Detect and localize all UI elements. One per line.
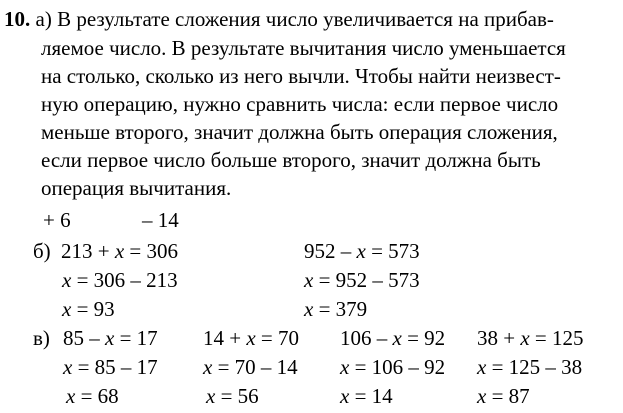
part-b-answer: x = 93	[62, 297, 115, 321]
part-c-equation: 106 – x = 92	[340, 326, 446, 350]
part-c-answer: x = 87	[477, 384, 530, 408]
part-b-label: б)	[33, 239, 51, 263]
part-a-line-1	[4, 7, 554, 31]
part-a-text-line: ляемое число. В результате вычитания число уменьшается	[41, 36, 566, 60]
part-a-text-line: на столько, сколько из него вычли. Чтобы найти неизвест-	[41, 64, 561, 88]
part-a-text-line: ную операцию, нужно сравнить числа: если первое число	[41, 92, 559, 116]
part-b-answer: x = 379	[304, 297, 368, 321]
task-number: 10.	[4, 7, 31, 31]
part-a-text-line: операция вычитания.	[41, 176, 232, 200]
part-c-equation: 14 + x = 70	[203, 326, 300, 350]
part-b-equation: 213 + x = 306	[61, 239, 179, 263]
part-c-step: x = 106 – 92	[340, 355, 446, 379]
part-c-answer: x = 68	[66, 384, 119, 408]
part-b-step: x = 952 – 573	[304, 268, 420, 292]
part-c-step: x = 125 – 38	[477, 355, 583, 379]
part-a-text-line: В результате сложения число увеличивается на прибав-	[57, 7, 554, 31]
part-a-label: а)	[35, 7, 52, 31]
part-a-answer: + 6	[43, 208, 71, 232]
part-a-answer: – 14	[142, 208, 179, 232]
part-c-answer: x = 14	[340, 384, 393, 408]
part-a-text-line: если первое число больше второго, значит должна быть	[41, 148, 541, 172]
part-a-text-line: меньше второго, значит должна быть операция сложения,	[41, 120, 558, 144]
part-c-equation: 85 – x = 17	[63, 326, 158, 350]
part-c-answer: x = 56	[206, 384, 259, 408]
part-c-step: x = 85 – 17	[63, 355, 158, 379]
part-b-equation: 952 – x = 573	[304, 239, 420, 263]
part-c-equation: 38 + x = 125	[477, 326, 584, 350]
part-c-step: x = 70 – 14	[203, 355, 298, 379]
part-b-step: x = 306 – 213	[62, 268, 178, 292]
part-c-label: в)	[33, 326, 50, 350]
